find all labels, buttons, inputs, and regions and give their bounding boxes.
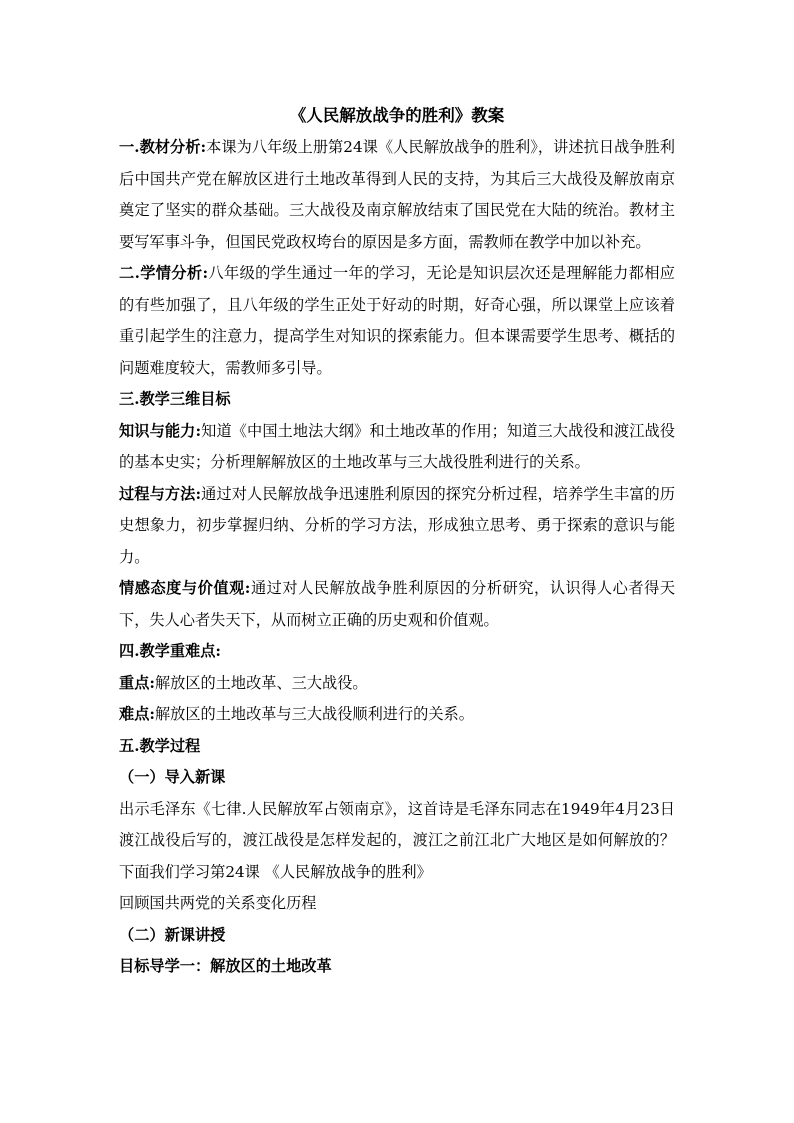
section-label: 一.教材分析:: [119, 138, 207, 156]
section-label: 二.学情分析:: [119, 264, 209, 282]
section-process-heading: 五.教学过程: [119, 736, 201, 755]
difficult-point: [119, 699, 675, 731]
part-intro-heading: （一）导入新课: [119, 768, 226, 786]
document-title: 《人民解放战争的胜利》教案: [289, 106, 505, 125]
section-goals-heading: 三.教学三维目标: [119, 390, 231, 408]
part-intro-text: 出示毛泽东《七律.人民解放军占领南京》，这首诗是毛泽东同志在1949年4月23日渡江战役后写的，渡江战役是怎样发起的，渡江之前江北广大地区是如何解放的？下面我们学习第24课 《人民解放战争的胜利》: [119, 799, 675, 881]
goal-process: [119, 479, 675, 574]
difficult-label: 难点:: [119, 705, 155, 723]
section-keypoints-heading: 四.教学重难点:: [119, 642, 222, 660]
key-point: [119, 668, 675, 700]
document-content: [119, 100, 675, 983]
goal-label: 过程与方法:: [119, 484, 202, 503]
difficult-text: 解放区的土地改革与三大战役顺利进行的关系。: [154, 705, 474, 723]
section-textbook-analysis: [119, 132, 675, 258]
goal-text: 通过对人民解放战争迅速胜利原因的探究分析过程，培养学生丰富的历史想象力，初步掌握归纳、分析的学习方法，形成独立思考、勇于探索的意识与能力。: [119, 484, 676, 566]
section-text: 八年级的学生通过一年的学习，无论是知识层次还是理解能力都相应的有些加强了，且八年级的学生正处于好动的时期，好奇心强，所以课堂上应该着重引起学生的注意力，提高学生对知识的探索能力。但本课需要学生思考、概括的问题难度较大，需教师多引导。: [119, 264, 675, 377]
goal-text: 知道《中国土地法大纲》和土地改革的作用；知道三大战役和渡江战役的基本史实；分析理解解放区的土地改革与三大战役胜利进行的关系。: [119, 421, 676, 471]
part-intro-review: 回顾国共两党的关系变化历程: [119, 894, 317, 912]
goal-guide-heading: 目标导学一：解放区的土地改革: [119, 957, 332, 975]
goal-knowledge: [119, 416, 675, 479]
section-text: 本课为八年级上册第24课《人民解放战争的胜利》，讲述抗日战争胜利后中国共产党在解放区进行土地改革得到人民的支持，为其后三大战役及解放南京奠定了坚实的群众基础。三大战役及南京解放结束了国民党在大陆的统治。教材主要写军事斗争，但国民党政权垮台的原因是多方面，需教师在教学中加以补充。: [119, 138, 675, 251]
part-lecture-heading: （二）新课讲授: [119, 925, 226, 944]
goal-emotion: [119, 573, 675, 636]
goal-label: 知识与能力:: [119, 421, 202, 440]
goal-label: 情感态度与价值观:: [119, 579, 251, 597]
key-text: 解放区的土地改革、三大战役。: [154, 673, 368, 692]
section-student-analysis: [119, 258, 675, 384]
goal-text: 通过对人民解放战争胜利原因的分析研究，认识得人心者得天下，失人心者失天下，从而树立正确的历史观和价值观。: [119, 579, 676, 629]
key-label: 重点:: [119, 673, 155, 692]
